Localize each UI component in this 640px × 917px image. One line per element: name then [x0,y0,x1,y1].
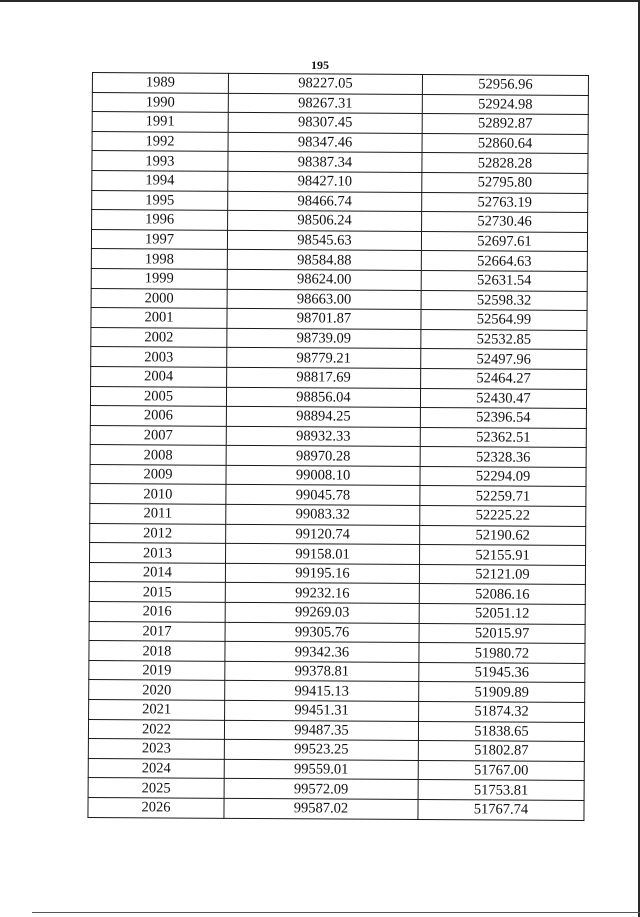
table-row [90,445,586,468]
value-cell-2: 52396.54 [420,408,586,429]
table-row [89,562,585,585]
year-cell: 2024 [88,758,224,778]
value-cell-2: 52259.71 [420,486,586,507]
table-row [90,523,586,546]
value-cell-2: 52121.09 [419,564,585,585]
table-row [90,386,586,409]
year-cell: 2011 [90,504,226,524]
value-cell-1: 98856.04 [226,387,420,408]
table-row [90,504,586,527]
value-cell-1: 98970.28 [226,446,420,467]
value-cell-1: 98932.33 [226,426,420,447]
value-cell-2: 52155.91 [419,545,585,566]
table-row [88,758,584,781]
value-cell-2: 52697.61 [421,231,587,252]
year-cell: 2016 [89,602,225,622]
value-cell-2: 52086.16 [419,584,585,605]
value-cell-1: 99120.74 [226,524,420,545]
year-cell: 2017 [89,621,225,641]
table-row [92,131,588,154]
year-cell: 2025 [88,778,224,798]
table-row [91,347,587,370]
year-cell: 1995 [92,190,228,210]
value-cell-1: 99269.03 [225,602,419,623]
value-cell-1: 99008.10 [226,465,420,486]
value-cell-2: 52564.99 [421,310,587,331]
value-cell-1: 98894.25 [226,406,420,427]
table-row [89,680,585,703]
year-cell: 2007 [90,425,226,445]
year-cell: 2001 [91,308,227,328]
year-cell: 2013 [90,543,226,563]
year-cell: 1992 [92,131,228,151]
year-cell: 2002 [91,327,227,347]
year-cell: 1999 [91,268,227,288]
value-cell-1: 98701.87 [227,308,421,329]
table-row [88,778,584,801]
table-row [89,660,585,683]
value-cell-2: 52362.51 [420,427,586,448]
year-cell: 2005 [90,386,226,406]
table-row [91,229,587,252]
value-cell-1: 98267.31 [228,93,422,114]
table-row [92,190,588,213]
value-cell-1: 98427.10 [228,171,422,192]
value-cell-1: 98307.45 [228,113,422,134]
value-cell-1: 98466.74 [228,191,422,212]
table-body [88,73,589,821]
table-row [88,739,584,762]
value-cell-2: 52924.98 [422,94,588,115]
value-cell-2: 52532.85 [421,329,587,350]
table-row [89,699,585,722]
value-cell-2: 52828.28 [422,153,588,174]
value-cell-2: 52430.47 [420,388,586,409]
year-cell: 2008 [90,445,226,465]
table-row [89,621,585,644]
value-cell-1: 99415.13 [225,681,419,702]
value-cell-2: 52795.80 [422,172,588,193]
year-cell: 2006 [90,406,226,426]
page-number: 195 [311,58,329,72]
value-cell-1: 99158.01 [226,544,420,565]
value-cell-2: 52497.96 [421,349,587,370]
year-cell: 2012 [90,523,226,543]
value-cell-2: 52328.36 [420,447,586,468]
value-cell-2: 52956.96 [422,75,588,96]
value-cell-2: 51874.32 [419,702,585,723]
table-row [90,406,586,429]
value-cell-2: 52730.46 [422,212,588,233]
value-cell-2: 51753.81 [418,780,584,801]
table-row [89,641,585,664]
table-row [90,425,586,448]
year-cell: 1998 [91,249,227,269]
value-cell-1: 98584.88 [227,250,421,271]
year-cell: 2019 [89,660,225,680]
value-cell-1: 98506.24 [228,210,422,231]
value-cell-1: 99342.36 [225,642,419,663]
value-cell-1: 99045.78 [226,485,420,506]
table-row [88,797,584,820]
value-cell-2: 52664.63 [421,251,587,272]
value-cell-2: 52015.97 [419,623,585,644]
year-cell: 1993 [92,151,228,171]
table-row [88,719,584,742]
value-cell-2: 52763.19 [422,192,588,213]
table-row [92,151,588,174]
value-cell-2: 52631.54 [421,270,587,291]
year-cell: 2020 [89,680,225,700]
value-cell-1: 98739.09 [227,328,421,349]
value-cell-1: 98545.63 [227,230,421,251]
value-cell-2: 51767.00 [418,760,584,781]
year-cell: 2004 [91,366,227,386]
year-cell: 1991 [92,112,228,132]
year-cell: 2023 [88,739,224,759]
table-row [91,366,587,389]
year-cell: 1997 [91,229,227,249]
value-cell-1: 99232.16 [225,583,419,604]
table-row [90,543,586,566]
value-cell-2: 51945.36 [419,662,585,683]
year-cell: 2009 [90,464,226,484]
year-cell: 2015 [89,582,225,602]
data-table [87,72,589,821]
value-cell-2: 51838.65 [418,721,584,742]
value-cell-1: 99195.16 [225,563,419,584]
value-cell-1: 99451.31 [225,700,419,721]
value-cell-2: 52860.64 [422,133,588,154]
value-cell-2: 52294.09 [420,466,586,487]
table-row [92,170,588,193]
page-border-top [0,0,640,2]
value-cell-1: 99559.01 [224,759,418,780]
table-row [91,327,587,350]
value-cell-2: 52598.32 [421,290,587,311]
value-cell-1: 99487.35 [224,720,418,741]
value-cell-1: 98663.00 [227,289,421,310]
table-row [91,288,587,311]
table-row [92,92,588,115]
table-row [92,73,588,96]
table-row [89,582,585,605]
table-row [91,249,587,272]
year-cell: 2022 [88,719,224,739]
year-cell: 2000 [91,288,227,308]
year-cell: 2026 [88,797,224,817]
value-cell-1: 98227.05 [228,73,422,94]
table-row [91,268,587,291]
value-cell-2: 51802.87 [418,741,584,762]
table-row [91,308,587,331]
year-cell: 1994 [92,170,228,190]
value-cell-1: 99305.76 [225,622,419,643]
value-cell-2: 51767.74 [418,799,584,820]
value-cell-1: 98817.69 [227,367,421,388]
value-cell-1: 99378.81 [225,661,419,682]
page-bottom-rule [32,912,640,913]
table-row [90,464,586,487]
table-row [92,112,588,135]
value-cell-2: 51909.89 [419,682,585,703]
value-cell-2: 52464.27 [421,368,587,389]
year-cell: 2003 [91,347,227,367]
year-cell: 2021 [89,699,225,719]
year-cell: 1989 [92,73,228,93]
year-cell: 2018 [89,641,225,661]
table-row [92,210,588,233]
value-cell-2: 52190.62 [420,525,586,546]
table-row [89,602,585,625]
value-cell-1: 98624.00 [227,269,421,290]
value-cell-2: 51980.72 [419,643,585,664]
table-row [90,484,586,507]
year-cell: 2010 [90,484,226,504]
value-cell-1: 98779.21 [227,348,421,369]
value-cell-2: 52892.87 [422,114,588,135]
value-cell-1: 99523.25 [224,740,418,761]
value-cell-2: 52051.12 [419,604,585,625]
value-cell-1: 99572.09 [224,779,418,800]
value-cell-1: 98387.34 [228,152,422,173]
value-cell-2: 52225.22 [420,506,586,527]
value-cell-1: 99083.32 [226,504,420,525]
year-cell: 1990 [92,92,228,112]
year-cell: 2014 [89,562,225,582]
year-cell: 1996 [92,210,228,230]
value-cell-1: 98347.46 [228,132,422,153]
value-cell-1: 99587.02 [224,798,418,819]
